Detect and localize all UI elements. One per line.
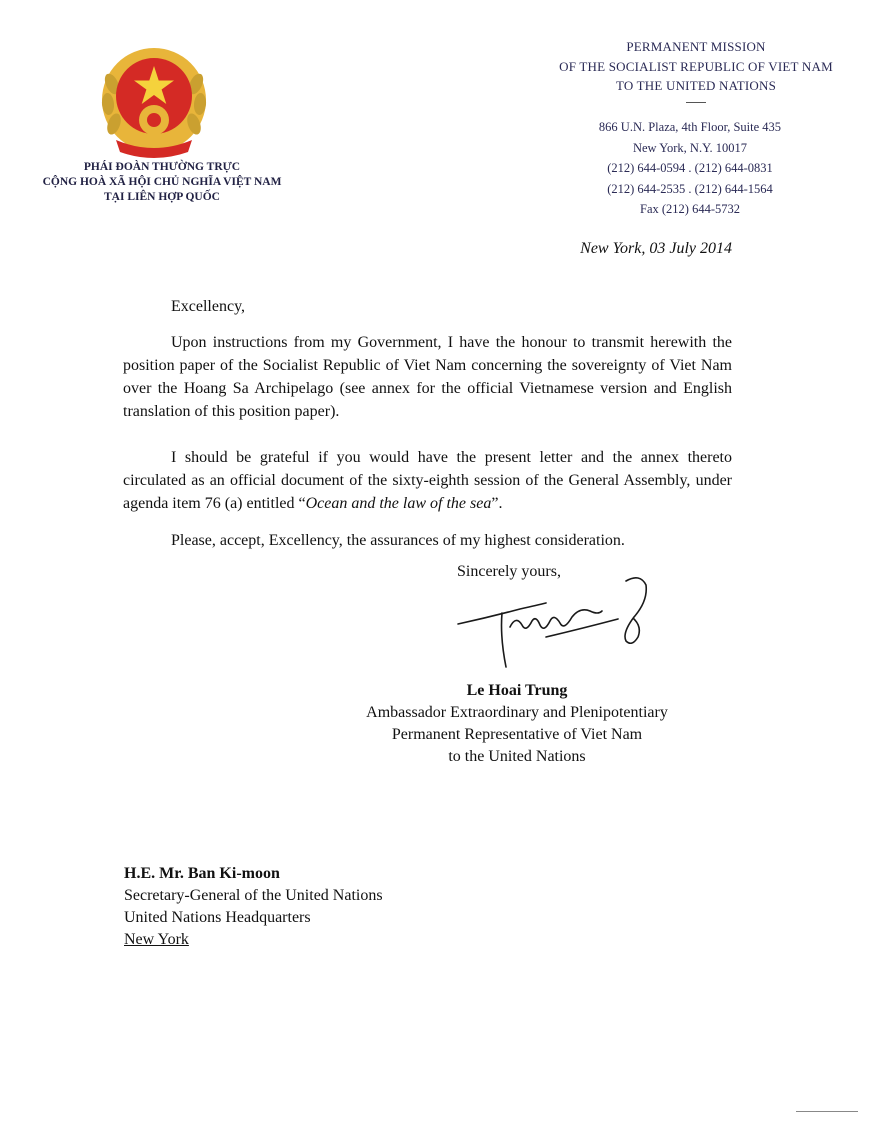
letterhead-divider (686, 102, 706, 103)
address-line: Fax (212) 644-5732 (640, 202, 740, 216)
recipient-city: New York (124, 931, 189, 948)
vn-mission-line: CỘNG HOÀ XÃ HỘI CHỦ NGHĨA VIỆT NAM (42, 176, 282, 188)
vn-mission-name (14, 160, 310, 205)
recipient-office: United Nations Headquarters (124, 909, 311, 926)
paragraph-2-text: I should be grateful if you would have the present letter and the annex thereto circulated as an official document of the sixty-eighth session of the General Assembly, under agenda item 76 (a) entitled “ (123, 449, 732, 512)
signer-title-line: Permanent Representative of Viet Nam (391, 726, 643, 743)
paragraph-2-end: ”. (491, 495, 503, 512)
paragraph-2 (123, 446, 732, 515)
signer-name: Le Hoai Trung (466, 682, 568, 699)
paragraph-3: Please, accept, Excellency, the assurances of my highest consideration. (171, 532, 625, 549)
address-line: (212) 644-2535 . (212) 644-1564 (607, 181, 773, 196)
recipient-name: H.E. Mr. Ban Ki-moon (124, 865, 280, 882)
en-mission-name (530, 37, 862, 96)
signature-icon (450, 567, 670, 677)
salutation: Excellency, (171, 298, 246, 315)
signer-block (335, 680, 699, 768)
paragraph-1: Upon instructions from my Government, I have the honour to transmit herewith the position paper of the Socialist Republic of Viet Nam concerning the sovereignty of Viet Nam over the Hoang Sa Archipelago (see annex for the official Vietnamese version and English translation of this position paper). (123, 334, 732, 420)
letter-date: New York, 03 July 2014 (580, 240, 732, 257)
signer-title-line: Ambassador Extraordinary and Plenipotentiary (366, 704, 668, 721)
mission-address (560, 117, 820, 220)
footer-rule (796, 1111, 858, 1112)
en-mission-line: TO THE UNITED NATIONS (615, 78, 777, 93)
agenda-item-title: Ocean and the law of the sea (305, 495, 492, 512)
recipient-title: Secretary-General of the United Nations (124, 887, 383, 904)
vn-mission-line: TẠI LIÊN HỢP QUỐC (104, 191, 220, 203)
address-line: 866 U.N. Plaza, 4th Floor, Suite 435 (598, 120, 782, 134)
en-mission-line: PERMANENT MISSION (626, 39, 766, 54)
closing: Sincerely yours, (457, 563, 561, 580)
national-emblem-icon (98, 44, 210, 160)
recipient-block (124, 863, 383, 951)
vn-mission-line: PHÁI ĐOÀN THƯỜNG TRỰC (83, 161, 241, 173)
signer-title-line: to the United Nations (448, 748, 586, 765)
en-mission-line: OF THE SOCIALIST REPUBLIC OF VIET NAM (559, 58, 833, 74)
address-line: (212) 644-0594 . (212) 644-0831 (607, 161, 773, 175)
address-line: New York, N.Y. 10017 (632, 140, 748, 155)
